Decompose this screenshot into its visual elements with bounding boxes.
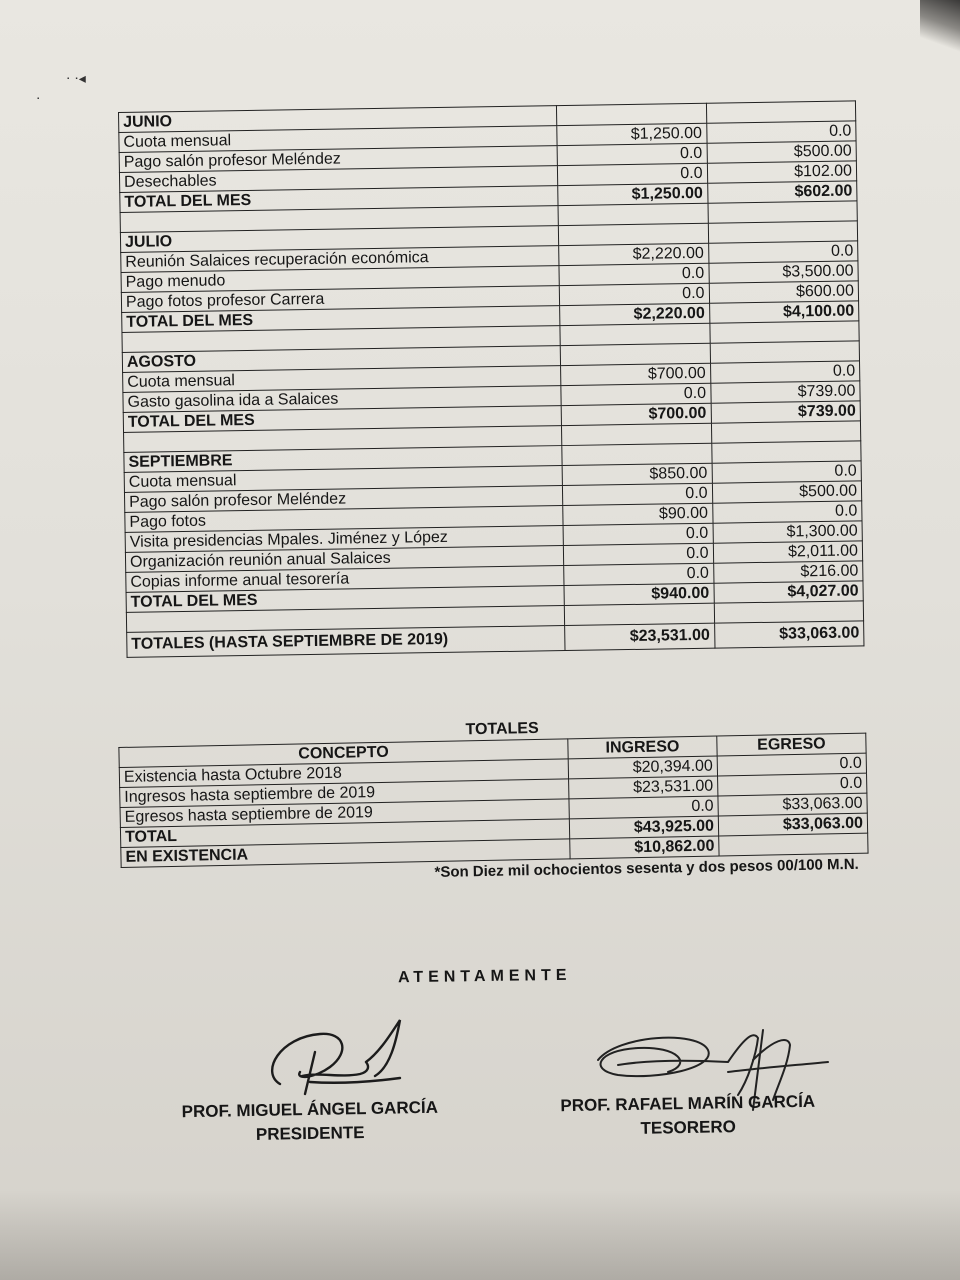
ingreso-cell: 0.0 (561, 383, 711, 405)
concept-cell: TOTAL DEL MES (123, 406, 561, 433)
egreso-cell: $33,063.00 (718, 793, 867, 816)
concept-cell: TOTALES (HASTA SEPTIEMBRE DE 2019) (127, 626, 565, 658)
concept-cell: Reunión Salaices recuperación económica (121, 246, 559, 273)
concept-cell: Pago salón profesor Meléndez (119, 146, 557, 173)
egreso-cell: $216.00 (713, 561, 863, 583)
concept-cell: Visita presidencias Mpales. Jiménez y López (125, 526, 563, 553)
ingreso-cell: 0.0 (564, 563, 714, 585)
ingreso-cell (558, 223, 708, 245)
concept-cell: Ingresos hasta septiembre de 2019 (120, 779, 569, 808)
egreso-cell: $4,027.00 (714, 581, 864, 603)
concept-cell: Egresos hasta septiembre de 2019 (120, 799, 569, 828)
ingreso-cell: 0.0 (563, 543, 713, 565)
ingreso-cell (562, 423, 712, 445)
concept-cell: TOTAL DEL MES (120, 186, 558, 213)
ingreso-cell: $1,250.00 (558, 183, 708, 205)
concept-cell: Pago fotos (125, 506, 563, 533)
ingreso-cell: 0.0 (558, 163, 708, 185)
concept-cell: Cuota mensual (124, 466, 562, 493)
ingreso-cell: $2,220.00 (560, 303, 710, 325)
ink-mark: ⋅ ⋅◂ (66, 70, 86, 86)
page-bottom-shadow (0, 1190, 960, 1280)
egreso-cell: $3,500.00 (708, 261, 858, 283)
egreso-cell: $602.00 (707, 181, 857, 203)
concept-cell: JUNIO (119, 106, 557, 133)
ingreso-cell: 0.0 (563, 523, 713, 545)
concept-cell: Pago salón profesor Meléndez (124, 486, 562, 513)
concept-cell: TOTAL DEL MES (122, 306, 560, 333)
concept-cell: Gasto gasolina ida a Salaices (123, 386, 561, 413)
concept-cell: AGOSTO (122, 346, 560, 373)
ingreso-cell: $43,925.00 (569, 816, 718, 839)
egreso-cell: $102.00 (707, 161, 857, 183)
egreso-cell: 0.0 (712, 461, 862, 483)
concept-cell: Existencia hasta Octubre 2018 (119, 759, 568, 788)
concept-cell: JULIO (120, 226, 558, 253)
egreso-cell (706, 101, 856, 123)
amount-in-words-note: *Son Diez mil ochocientos sesenta y dos pesos 00/100 M.N. (434, 855, 859, 881)
concept-cell: TOTAL (120, 819, 569, 848)
ingreso-cell: $10,862.00 (570, 836, 719, 859)
ingreso-cell (557, 103, 707, 125)
closing-text: ATENTAMENTE (397, 966, 572, 987)
signatory-treasurer (538, 1089, 839, 1142)
ledger-table (118, 100, 864, 658)
ingreso-cell (562, 443, 712, 465)
ingreso-cell: 0.0 (559, 263, 709, 285)
totals-title: TOTALES (465, 719, 539, 739)
header-egreso: EGRESO (717, 733, 866, 756)
ingreso-cell: 0.0 (563, 483, 713, 505)
egreso-cell: 0.0 (710, 361, 860, 383)
totals-table (118, 733, 868, 868)
ingreso-cell: $2,220.00 (559, 243, 709, 265)
ingreso-cell (564, 603, 714, 625)
president-signature (250, 1012, 420, 1102)
ink-mark: ⋅ (36, 90, 41, 106)
header-ingreso: INGRESO (568, 736, 717, 759)
ingreso-cell: $90.00 (563, 503, 713, 525)
egreso-cell: $4,100.00 (709, 301, 859, 323)
concept-cell: Pago fotos profesor Carrera (121, 286, 559, 313)
egreso-cell (719, 833, 868, 856)
ingreso-cell: 0.0 (559, 283, 709, 305)
ingreso-cell (560, 323, 710, 345)
concept-cell: Copias informe anual tesorería (126, 566, 564, 593)
egreso-cell: $2,011.00 (713, 541, 863, 563)
egreso-cell (711, 421, 861, 443)
signatory-name: PROF. MIGUEL ÁNGEL GARCÍA (181, 1097, 439, 1122)
egreso-cell: $500.00 (712, 481, 862, 503)
concept-cell: Pago menudo (121, 266, 559, 293)
egreso-cell: 0.0 (706, 121, 856, 143)
ingreso-cell: $940.00 (564, 583, 714, 605)
header-concepto: CONCEPTO (119, 739, 568, 768)
signatory-role: TESORERO (640, 1117, 737, 1138)
signatory-role: PRESIDENTE (255, 1123, 365, 1144)
concept-cell: EN EXISTENCIA (121, 839, 570, 868)
ingreso-cell: $20,394.00 (568, 756, 717, 779)
ingreso-cell (560, 343, 710, 365)
concept-cell: Cuota mensual (119, 126, 557, 153)
egreso-cell (714, 601, 864, 623)
ingreso-cell: $23,531.00 (565, 623, 715, 650)
ingreso-cell: 0.0 (557, 143, 707, 165)
egreso-cell: 0.0 (718, 773, 867, 796)
ingreso-cell: $850.00 (562, 463, 712, 485)
egreso-cell (709, 321, 859, 343)
ingreso-cell: $1,250.00 (557, 123, 707, 145)
egreso-cell: $1,300.00 (713, 521, 863, 543)
egreso-cell: $33,063.00 (714, 621, 864, 648)
egreso-cell: $33,063.00 (718, 813, 867, 836)
totals-section (118, 714, 869, 887)
egreso-cell (711, 441, 861, 463)
concept-cell: Desechables (119, 166, 557, 193)
signatory-name: PROF. RAFAEL MARÍN GARCÍA (560, 1091, 816, 1116)
egreso-cell (708, 201, 858, 223)
egreso-cell (710, 341, 860, 363)
egreso-cell: $739.00 (710, 381, 860, 403)
ingreso-cell (558, 203, 708, 225)
ingreso-cell: $700.00 (561, 363, 711, 385)
egreso-cell: $739.00 (711, 401, 861, 423)
concept-cell: TOTAL DEL MES (126, 586, 564, 613)
egreso-cell: 0.0 (712, 501, 862, 523)
egreso-cell: $500.00 (707, 141, 857, 163)
page-corner-shadow (920, 0, 960, 60)
concept-cell: Organización reunión anual Salaices (125, 546, 563, 573)
concept-cell: SEPTIEMBRE (124, 446, 562, 473)
ingreso-cell: $23,531.00 (569, 776, 718, 799)
egreso-cell: $600.00 (709, 281, 859, 303)
egreso-cell: 0.0 (717, 753, 866, 776)
egreso-cell (708, 221, 858, 243)
concept-cell: Cuota mensual (123, 366, 561, 393)
ingreso-cell: $700.00 (561, 403, 711, 425)
monthly-ledger (118, 100, 864, 658)
ingreso-cell: 0.0 (569, 796, 718, 819)
signatory-president (160, 1095, 461, 1148)
egreso-cell: 0.0 (708, 241, 858, 263)
